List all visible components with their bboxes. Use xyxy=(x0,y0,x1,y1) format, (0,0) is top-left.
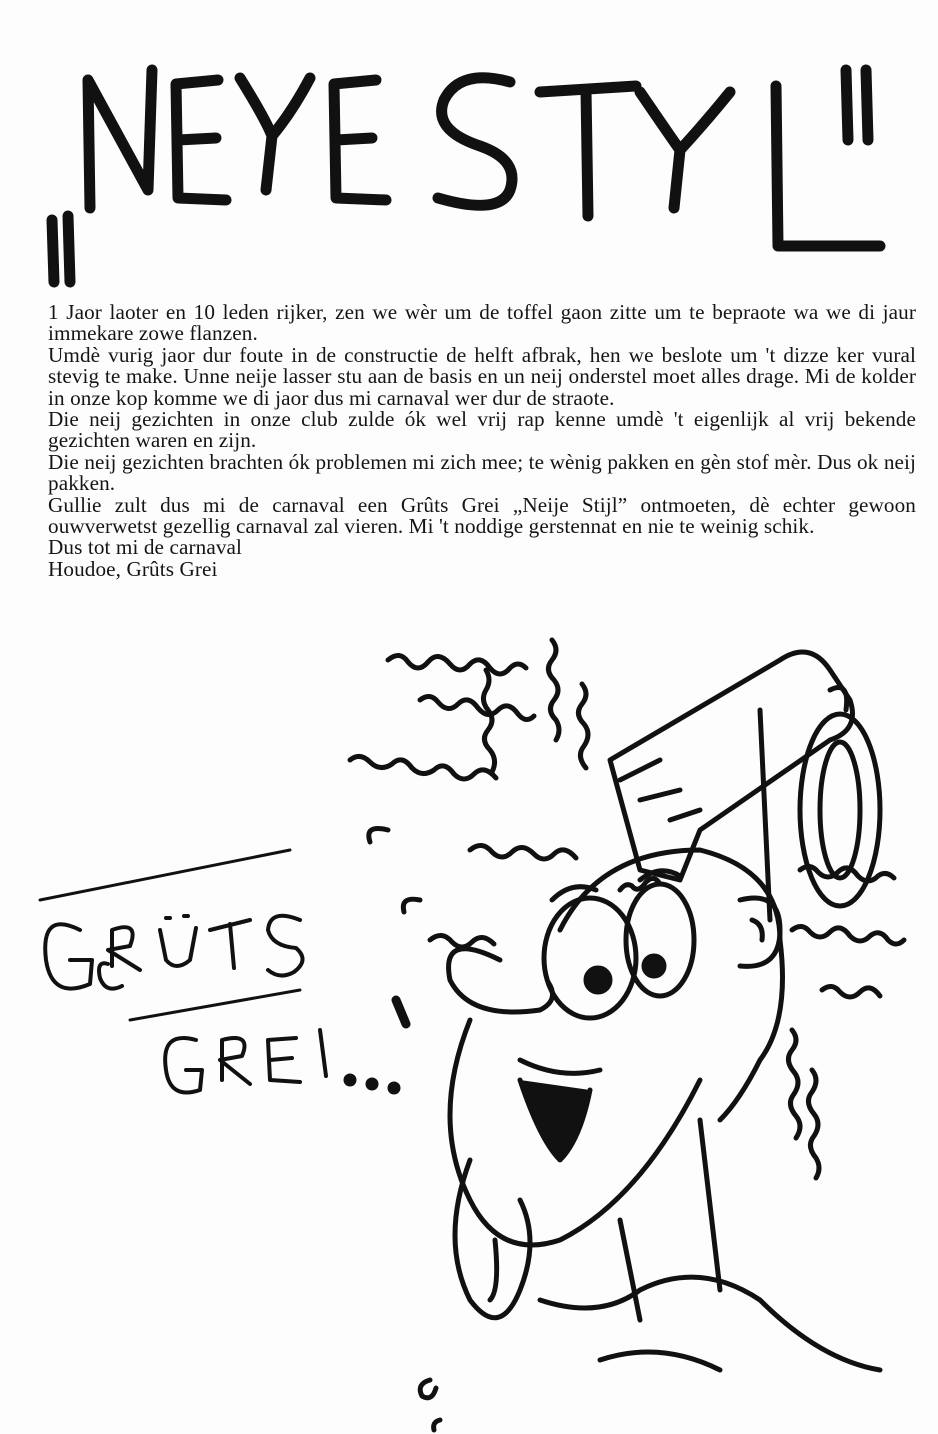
caption-letter xyxy=(45,924,92,988)
paragraph: Gullie zult dus mi de carnaval een Grûts Grei „Neije Stijl” ontmoeten, dè echter gewoon ouwverwetst gezellig carnaval zal vieren. Mi 't noddige gerstennat en nie te weinig schik. xyxy=(48,492,916,539)
cartoon-drawing xyxy=(0,600,938,1434)
neck xyxy=(620,1120,720,1320)
exclamation xyxy=(396,1000,406,1024)
paragraph: 1 Jaor laoter en 10 leden rijker, zen we wèr um de toffel gaon zitte um te bepraote wa we di jaur immekare zowe flanzen. xyxy=(48,300,916,346)
ellipsis-dot xyxy=(346,1076,354,1084)
nose xyxy=(449,949,553,1012)
ellipsis-dot xyxy=(368,1080,376,1088)
squiggle xyxy=(548,640,559,740)
article-body xyxy=(48,302,916,580)
paragraph: Die neij gezichten in onze club zulde ók wel vrij rap kenne umdè 't eigenlijk al vrij bekende gezichten waren en zijn. xyxy=(48,407,916,453)
squiggle xyxy=(430,935,494,947)
pupil-left xyxy=(586,968,610,992)
caption-letter xyxy=(268,916,303,976)
caption-letter xyxy=(220,1038,250,1084)
caption-line xyxy=(40,850,290,900)
squiggle xyxy=(483,670,494,772)
sweat-drop xyxy=(403,899,420,912)
ear-detail xyxy=(752,920,762,940)
ground-lines xyxy=(600,1352,720,1370)
letter-t xyxy=(540,86,636,216)
key-detail xyxy=(830,688,847,711)
squiggle xyxy=(420,696,534,719)
squiggle xyxy=(578,684,588,768)
key-detail xyxy=(620,760,700,820)
sweat-drop xyxy=(420,1380,436,1398)
squiggle xyxy=(350,756,496,779)
cartoon-illustration xyxy=(0,600,938,1434)
letter-e-2 xyxy=(334,80,386,200)
eye-left xyxy=(544,898,636,1018)
letter-y-2 xyxy=(640,92,730,208)
sweat-drop xyxy=(369,829,388,843)
quote-right-2 xyxy=(866,70,868,140)
letter-y xyxy=(240,78,310,190)
mouth-upper xyxy=(520,1060,600,1073)
squiggle xyxy=(822,986,880,997)
squiggle xyxy=(470,845,576,859)
squiggle xyxy=(808,1070,819,1178)
quote-left-2 xyxy=(68,216,70,282)
quote-left-1 xyxy=(52,220,54,282)
caption-letter xyxy=(165,1038,202,1093)
squiggle xyxy=(388,655,526,674)
paragraph: Die neij gezichten brachten ók problemen mi zich mee; te wènig pakken en gèn stof mèr. Dus ok neij pakken. xyxy=(48,449,916,496)
paragraph: Umdè vurig jaor dur foute in de constructie de helft afbrak, hen we beslote um 't dizze ker vural stevig te make. Unne neije lasser stu aan de basis en un neij onderstel moet alles drage. Mi de kolder in onze kop komme we di jaor dus mi carnaval wer dur de straote. xyxy=(48,342,916,410)
quote-right-1 xyxy=(846,70,848,140)
letter-s xyxy=(438,78,512,206)
tongue-line xyxy=(490,1240,497,1300)
squiggle xyxy=(792,926,904,944)
page-title xyxy=(40,40,900,290)
caption-letter xyxy=(210,920,250,968)
caption-letter xyxy=(108,927,140,970)
letter-n xyxy=(88,70,152,208)
mouth-inside xyxy=(520,1080,590,1160)
closing-line: Dus tot mi de carnaval xyxy=(48,535,243,560)
squiggle xyxy=(788,1030,800,1138)
caption-line xyxy=(130,990,300,1020)
caption-accent xyxy=(166,916,188,918)
pupil-right xyxy=(644,956,664,976)
sweat-drop xyxy=(434,1420,440,1430)
signature-line: Houdoe, Grûts Grei xyxy=(48,556,218,581)
title-lettering xyxy=(40,40,900,290)
letter-e-1 xyxy=(176,80,226,200)
ground-lines xyxy=(540,1277,880,1370)
ellipsis-dot xyxy=(390,1084,398,1092)
caption-letter xyxy=(160,928,196,966)
digit-zero-inner xyxy=(820,742,860,878)
caption-letter xyxy=(268,1038,300,1082)
caption-letter xyxy=(320,1030,326,1076)
